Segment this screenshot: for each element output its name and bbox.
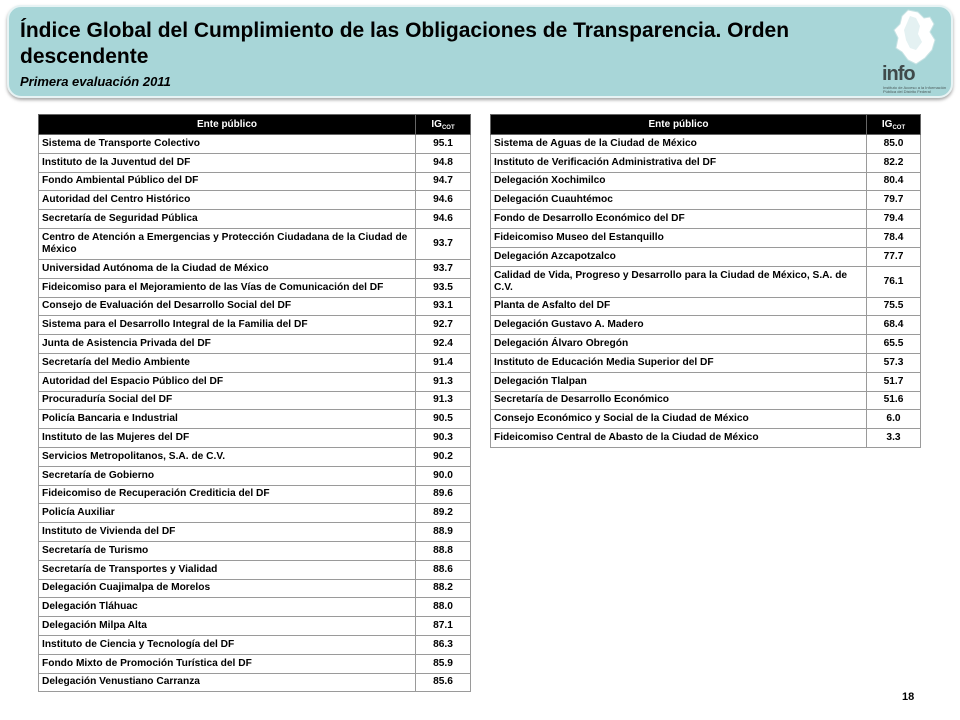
table-row (39, 135, 471, 154)
index-value-cell: 86.3 (416, 635, 471, 654)
index-label-subscript: COT (441, 124, 455, 131)
entity-name-cell: Delegación Gustavo A. Madero (491, 316, 867, 335)
index-value-cell: 65.5 (867, 335, 921, 354)
entity-name-cell: Autoridad del Centro Histórico (39, 191, 416, 210)
table-row (39, 447, 471, 466)
entity-name-cell: Centro de Atención a Emergencias y Protección Ciudadana de la Ciudad de México (39, 228, 416, 259)
index-value-cell: 6.0 (867, 410, 921, 429)
index-value-cell: 88.9 (416, 523, 471, 542)
title-banner (7, 5, 953, 98)
index-value-cell: 76.1 (867, 266, 921, 297)
index-value-cell: 68.4 (867, 316, 921, 335)
table-row (39, 153, 471, 172)
table-row (39, 523, 471, 542)
table-row (39, 228, 471, 259)
table-row (491, 228, 921, 247)
entity-name-cell: Secretaría de Desarrollo Económico (491, 391, 867, 410)
entity-name-cell: Sistema de Transporte Colectivo (39, 135, 416, 154)
column-header-index (867, 115, 921, 135)
index-value-cell: 90.3 (416, 429, 471, 448)
index-label: IG (431, 118, 442, 130)
info-logo (880, 8, 950, 96)
index-value-cell: 89.2 (416, 504, 471, 523)
entity-name-cell: Delegación Cuajimalpa de Morelos (39, 579, 416, 598)
index-value-cell: 92.4 (416, 335, 471, 354)
index-value-cell: 90.5 (416, 410, 471, 429)
entity-name-cell: Delegación Cuauhtémoc (491, 191, 867, 210)
table-row (39, 410, 471, 429)
entity-name-cell: Sistema para el Desarrollo Integral de la Familia del DF (39, 316, 416, 335)
table-row (491, 353, 921, 372)
index-value-cell: 85.6 (416, 673, 471, 692)
entity-name-cell: Junta de Asistencia Privada del DF (39, 335, 416, 354)
index-value-cell: 79.4 (867, 210, 921, 229)
entity-name-cell: Planta de Asfalto del DF (491, 297, 867, 316)
page-subtitle: Primera evaluación 2011 (20, 74, 171, 89)
index-value-cell: 93.7 (416, 259, 471, 278)
entity-name-cell: Delegación Álvaro Obregón (491, 335, 867, 354)
table-row (39, 353, 471, 372)
table-row (491, 410, 921, 429)
entity-name-cell: Fondo de Desarrollo Económico del DF (491, 210, 867, 229)
table-row (39, 259, 471, 278)
table-row (39, 617, 471, 636)
index-value-cell: 88.0 (416, 598, 471, 617)
table-row (39, 316, 471, 335)
table-row (39, 654, 471, 673)
table-row (39, 466, 471, 485)
entity-name-cell: Instituto de Verificación Administrativa del DF (491, 153, 867, 172)
entity-name-cell: Secretaría de Seguridad Pública (39, 210, 416, 229)
table-row (491, 172, 921, 191)
entity-name-cell: Delegación Venustiano Carranza (39, 673, 416, 692)
table-row (39, 391, 471, 410)
logo-wordmark: info (882, 63, 915, 85)
entity-name-cell: Secretaría del Medio Ambiente (39, 353, 416, 372)
table-row (39, 210, 471, 229)
entity-name-cell: Calidad de Vida, Progreso y Desarrollo para la Ciudad de México, S.A. de C.V. (491, 266, 867, 297)
index-value-cell: 94.8 (416, 153, 471, 172)
index-value-cell: 57.3 (867, 353, 921, 372)
entity-name-cell: Policía Bancaria e Industrial (39, 410, 416, 429)
index-value-cell: 88.2 (416, 579, 471, 598)
entity-name-cell: Consejo de Evaluación del Desarrollo Social del DF (39, 297, 416, 316)
table-row (491, 266, 921, 297)
entity-name-cell: Delegación Azcapotzalco (491, 247, 867, 266)
entity-name-cell: Secretaría de Transportes y Vialidad (39, 560, 416, 579)
entity-name-cell: Instituto de Vivienda del DF (39, 523, 416, 542)
entity-name-cell: Policía Auxiliar (39, 504, 416, 523)
index-value-cell: 87.1 (416, 617, 471, 636)
index-value-cell: 77.7 (867, 247, 921, 266)
index-value-cell: 75.5 (867, 297, 921, 316)
entity-name-cell: Fideicomiso Central de Abasto de la Ciudad de México (491, 429, 867, 448)
index-value-cell: 91.4 (416, 353, 471, 372)
entity-name-cell: Autoridad del Espacio Público del DF (39, 372, 416, 391)
index-value-cell: 90.2 (416, 447, 471, 466)
index-value-cell: 89.6 (416, 485, 471, 504)
table-row (39, 172, 471, 191)
index-value-cell: 93.1 (416, 297, 471, 316)
index-value-cell: 80.4 (867, 172, 921, 191)
index-value-cell: 85.0 (867, 135, 921, 154)
table-row (39, 673, 471, 692)
entity-name-cell: Secretaría de Gobierno (39, 466, 416, 485)
index-value-cell: 90.0 (416, 466, 471, 485)
entity-name-cell: Instituto de Ciencia y Tecnología del DF (39, 635, 416, 654)
page-title: Índice Global del Cumplimiento de las Obligaciones de Transparencia. Orden descendente (20, 19, 790, 68)
entity-name-cell: Sistema de Aguas de la Ciudad de México (491, 135, 867, 154)
index-value-cell: 95.1 (416, 135, 471, 154)
table-row (39, 504, 471, 523)
index-value-cell: 82.2 (867, 153, 921, 172)
entity-name-cell: Delegación Milpa Alta (39, 617, 416, 636)
entity-name-cell: Delegación Xochimilco (491, 172, 867, 191)
entity-name-cell: Fideicomiso de Recuperación Crediticia del DF (39, 485, 416, 504)
entity-name-cell: Secretaría de Turismo (39, 541, 416, 560)
table-row (491, 372, 921, 391)
table-row (39, 579, 471, 598)
index-value-cell: 91.3 (416, 391, 471, 410)
index-value-cell: 88.6 (416, 560, 471, 579)
table-row (491, 210, 921, 229)
table-row (491, 153, 921, 172)
table-row (491, 391, 921, 410)
column-header-entity: Ente público (39, 115, 416, 135)
index-value-cell: 85.9 (416, 654, 471, 673)
table-row (491, 335, 921, 354)
entity-name-cell: Procuraduría Social del DF (39, 391, 416, 410)
table-row (39, 191, 471, 210)
table-row (39, 278, 471, 297)
table-row (491, 191, 921, 210)
table-row (39, 485, 471, 504)
column-header-index (416, 115, 471, 135)
right-ranking-table (490, 114, 921, 448)
right-table-body (491, 135, 921, 448)
index-value-cell: 79.7 (867, 191, 921, 210)
column-header-entity: Ente público (491, 115, 867, 135)
index-value-cell: 94.7 (416, 172, 471, 191)
table-row (39, 297, 471, 316)
index-value-cell: 93.5 (416, 278, 471, 297)
table-row (39, 560, 471, 579)
index-value-cell: 51.6 (867, 391, 921, 410)
index-value-cell: 94.6 (416, 210, 471, 229)
index-value-cell: 92.7 (416, 316, 471, 335)
table-row (491, 135, 921, 154)
table-row (39, 429, 471, 448)
index-value-cell: 91.3 (416, 372, 471, 391)
index-value-cell: 78.4 (867, 228, 921, 247)
table-row (39, 541, 471, 560)
entity-name-cell: Universidad Autónoma de la Ciudad de México (39, 259, 416, 278)
index-label: IG (881, 118, 893, 130)
index-value-cell: 3.3 (867, 429, 921, 448)
table-row (39, 598, 471, 617)
table-row (491, 316, 921, 335)
entity-name-cell: Consejo Económico y Social de la Ciudad de México (491, 410, 867, 429)
index-value-cell: 94.6 (416, 191, 471, 210)
entity-name-cell: Fondo Mixto de Promoción Turística del DF (39, 654, 416, 673)
left-ranking-table (38, 114, 471, 692)
logo-caption: Instituto de Acceso a la Información Pública del Distrito Federal (883, 85, 947, 94)
entity-name-cell: Delegación Tláhuac (39, 598, 416, 617)
table-row (39, 372, 471, 391)
entity-name-cell: Fideicomiso Museo del Estanquillo (491, 228, 867, 247)
entity-name-cell: Instituto de la Juventud del DF (39, 153, 416, 172)
mexico-city-map-icon (880, 8, 950, 68)
index-label-subscript: COT (892, 124, 906, 131)
entity-name-cell: Servicios Metropolitanos, S.A. de C.V. (39, 447, 416, 466)
table-row (491, 429, 921, 448)
index-value-cell: 88.8 (416, 541, 471, 560)
index-value-cell: 93.7 (416, 228, 471, 259)
table-row (491, 247, 921, 266)
left-table-body (39, 135, 471, 692)
index-value-cell: 51.7 (867, 372, 921, 391)
entity-name-cell: Fondo Ambiental Público del DF (39, 172, 416, 191)
entity-name-cell: Delegación Tlalpan (491, 372, 867, 391)
table-row (491, 297, 921, 316)
table-row (39, 635, 471, 654)
entity-name-cell: Instituto de las Mujeres del DF (39, 429, 416, 448)
table-row (39, 335, 471, 354)
entity-name-cell: Instituto de Educación Media Superior del DF (491, 353, 867, 372)
page-number: 18 (902, 691, 915, 703)
entity-name-cell: Fideicomiso para el Mejoramiento de las Vías de Comunicación del DF (39, 278, 416, 297)
